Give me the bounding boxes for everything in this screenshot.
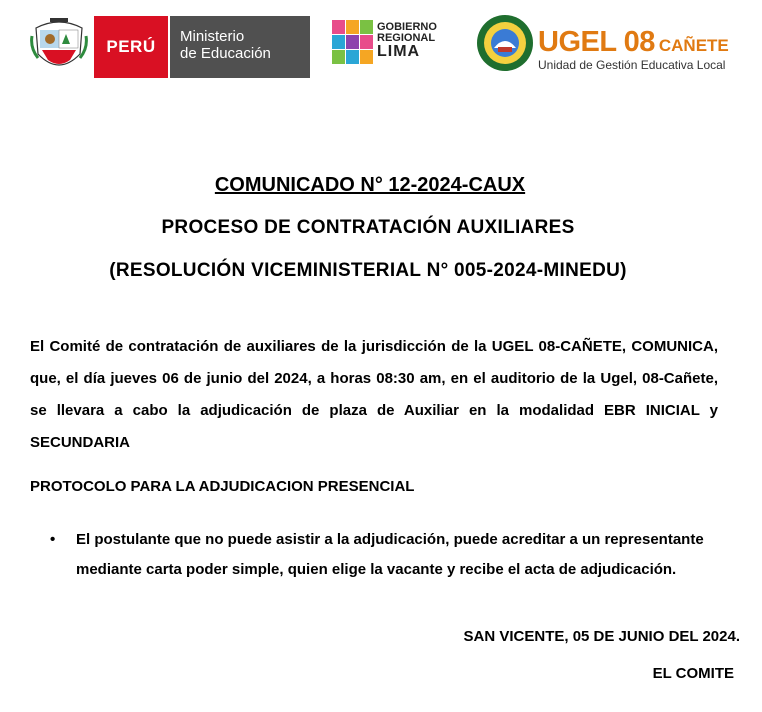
ugel-title <box>538 26 729 59</box>
document-subtitle: PROCESO DE CONTRATACIÓN AUXILIARES <box>161 217 575 238</box>
peru-brand-box <box>94 16 168 78</box>
body-paragraph: El Comité de contratación de auxiliares de la jurisdicción de la UGEL 08-CAÑETE, COMUNICA, que, el día jueves 06 de junio del 2024, a horas 08:30 am, en el auditorio de la Ugel, 08-Cañete, se llevara a cabo la adjudicación de plaza de Auxiliar en la modalidad EBR INICIAL y SECUNDARIA <box>30 338 718 451</box>
ministry-brand-box <box>170 16 310 78</box>
letterhead <box>0 0 762 90</box>
bullet-icon: • <box>50 531 56 548</box>
ugel-place: CAÑETE <box>658 36 729 55</box>
bullet-text: El postulante que no puede asistir a la adjudicación, puede acreditar a un representante mediante carta poder simple, quien elige la vacante y recibe el acta de adjudicación. <box>76 531 704 578</box>
ministry-line-1: Ministerio <box>180 28 245 45</box>
protocol-heading: PROTOCOLO PARA LA ADJUDICACION PRESENCIAL <box>30 478 415 495</box>
document-title: COMUNICADO N° 12-2024-CAUX <box>214 174 526 196</box>
gr-line-2: REGIONAL <box>377 32 436 44</box>
signature: EL COMITE <box>652 665 734 682</box>
regional-government-logo-icon <box>332 20 374 66</box>
peru-label: PERÚ <box>106 37 156 56</box>
ugel-seal-icon <box>476 14 534 72</box>
date-line: SAN VICENTE, 05 DE JUNIO DEL 2024. <box>463 628 740 645</box>
ugel-subtitle: Unidad de Gestión Educativa Local <box>538 58 726 72</box>
regional-government-name <box>377 22 447 60</box>
resolution-reference: (RESOLUCIÓN VICEMINISTERIAL N° 005-2024-MINEDU) <box>109 260 627 281</box>
ugel-name: UGEL 08 <box>538 26 655 58</box>
list-item <box>50 525 730 585</box>
ministry-line-2: de Educación <box>180 45 271 62</box>
gr-line-1: GOBIERNO <box>377 21 437 33</box>
gr-line-3: LIMA <box>377 43 421 60</box>
peru-coat-of-arms-icon <box>30 14 88 76</box>
